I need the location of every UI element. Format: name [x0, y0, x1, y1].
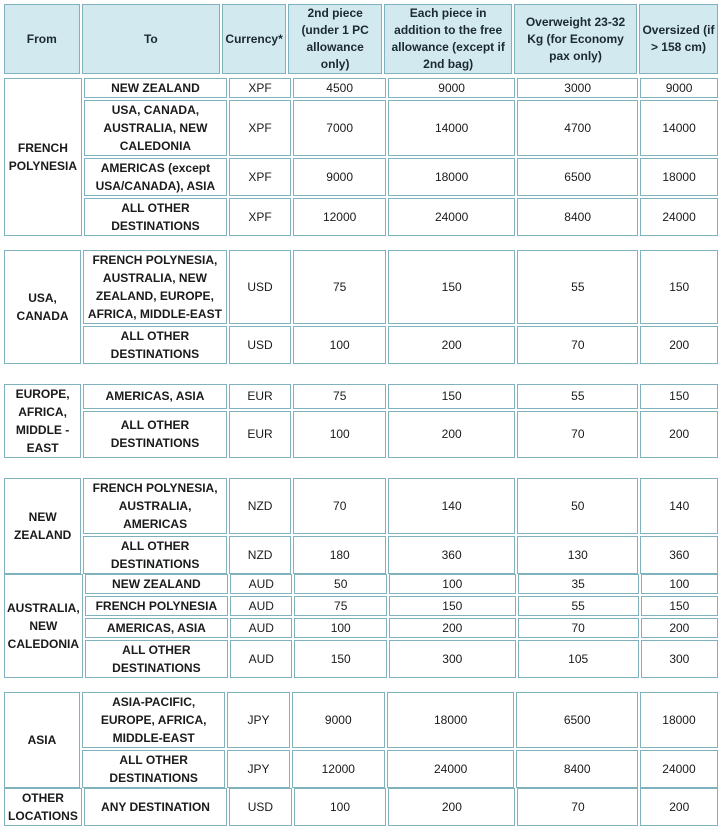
fee-group-table	[2, 690, 720, 790]
overweight-fee: 55	[517, 384, 638, 409]
currency: USD	[229, 788, 291, 826]
destination: FRENCH POLYNESIA	[85, 596, 228, 616]
additional-piece-fee: 300	[389, 640, 516, 678]
from-region: FRENCH POLYNESIA	[4, 78, 82, 236]
second-piece-fee: 180	[293, 536, 386, 574]
additional-piece-fee: 18000	[387, 692, 515, 748]
oversized-fee: 18000	[640, 692, 718, 748]
table-row	[4, 640, 718, 678]
oversized-fee: 9000	[640, 78, 718, 98]
destination: ALL OTHER DESTINATIONS	[84, 198, 227, 236]
currency: USD	[229, 326, 292, 364]
currency: EUR	[229, 411, 292, 458]
overweight-fee: 70	[518, 618, 639, 638]
destination: AMERICAS (except USA/CANADA), ASIA	[84, 158, 227, 196]
from-region: NEW ZEALAND	[4, 478, 81, 574]
oversized-fee: 18000	[640, 158, 718, 196]
table-row	[4, 100, 718, 156]
from-region: ASIA	[4, 692, 80, 788]
second-piece-fee: 9000	[292, 692, 385, 748]
additional-piece-fee: 100	[389, 574, 516, 594]
fee-group-table	[2, 76, 720, 238]
destination: USA, CANADA, AUSTRALIA, NEW CALEDONIA	[84, 100, 227, 156]
destination: ANY DESTINATION	[84, 788, 227, 826]
header-overweight: Overweight 23-32 Kg (for Economy pax only)	[514, 4, 637, 74]
overweight-fee: 55	[517, 250, 638, 324]
oversized-fee: 200	[641, 618, 718, 638]
fee-group-table	[2, 572, 720, 680]
table-row	[4, 198, 718, 236]
destination: ALL OTHER DESTINATIONS	[83, 536, 227, 574]
overweight-fee: 3000	[517, 78, 638, 98]
oversized-fee: 150	[640, 250, 718, 324]
overweight-fee: 6500	[517, 158, 638, 196]
from-region: USA, CANADA	[4, 250, 81, 364]
currency: EUR	[229, 384, 292, 409]
oversized-fee: 150	[640, 384, 718, 409]
from-region: OTHER LOCATIONS	[4, 788, 82, 826]
fee-group-table	[2, 476, 720, 576]
overweight-fee: 70	[517, 326, 638, 364]
destination: ALL OTHER DESTINATIONS	[83, 326, 227, 364]
additional-piece-fee: 200	[388, 411, 515, 458]
oversized-fee: 24000	[640, 750, 718, 788]
overweight-fee: 130	[517, 536, 638, 574]
currency: AUD	[230, 574, 292, 594]
header-to: To	[82, 4, 221, 74]
additional-piece-fee: 200	[388, 788, 515, 826]
currency: JPY	[227, 692, 289, 748]
destination: AMERICAS, ASIA	[85, 618, 228, 638]
second-piece-fee: 7000	[293, 100, 386, 156]
overweight-fee: 55	[518, 596, 639, 616]
fee-group-table	[2, 382, 720, 460]
additional-piece-fee: 150	[388, 384, 515, 409]
second-piece-fee: 50	[294, 574, 387, 594]
destination: NEW ZEALAND	[84, 78, 227, 98]
second-piece-fee: 100	[294, 618, 387, 638]
oversized-fee: 300	[641, 640, 718, 678]
destination: FRENCH POLYNESIA, AUSTRALIA, NEW ZEALAND, EUROPE, AFRICA, MIDDLE-EAST	[83, 250, 227, 324]
overweight-fee: 105	[518, 640, 639, 678]
oversized-fee: 200	[640, 411, 718, 458]
additional-piece-fee: 24000	[387, 750, 515, 788]
additional-piece-fee: 150	[388, 250, 515, 324]
currency: JPY	[227, 750, 289, 788]
currency: XPF	[229, 100, 291, 156]
from-region: AUSTRALIA, NEW CALEDONIA	[4, 574, 83, 678]
second-piece-fee: 70	[293, 478, 386, 534]
destination: NEW ZEALAND	[85, 574, 228, 594]
header-second-piece: 2nd piece (under 1 PC allowance only)	[288, 4, 382, 74]
table-row	[4, 326, 718, 364]
second-piece-fee: 12000	[293, 198, 386, 236]
oversized-fee: 200	[640, 788, 718, 826]
additional-piece-fee: 200	[388, 326, 515, 364]
destination: ASIA-PACIFIC, EUROPE, AFRICA, MIDDLE-EAST	[82, 692, 226, 748]
fee-group-table	[2, 786, 720, 828]
overweight-fee: 50	[517, 478, 638, 534]
currency: XPF	[229, 198, 291, 236]
table-row	[4, 250, 718, 324]
additional-piece-fee: 24000	[388, 198, 515, 236]
second-piece-fee: 75	[294, 596, 387, 616]
second-piece-fee: 150	[294, 640, 387, 678]
header-oversized: Oversized (if > 158 cm)	[639, 4, 718, 74]
second-piece-fee: 4500	[293, 78, 386, 98]
currency: AUD	[230, 640, 292, 678]
oversized-fee: 200	[640, 326, 718, 364]
additional-piece-fee: 360	[388, 536, 515, 574]
table-row	[4, 788, 718, 826]
additional-piece-fee: 150	[389, 596, 516, 616]
header-each-piece: Each piece in addition to the free allowance (except if 2nd bag)	[384, 4, 512, 74]
additional-piece-fee: 9000	[388, 78, 515, 98]
overweight-fee: 35	[518, 574, 639, 594]
fee-group-table	[2, 248, 720, 366]
overweight-fee: 70	[517, 788, 638, 826]
table-row	[4, 78, 718, 98]
oversized-fee: 14000	[640, 100, 718, 156]
currency: NZD	[229, 478, 291, 534]
overweight-fee: 70	[517, 411, 638, 458]
table-row	[4, 384, 718, 409]
table-row	[4, 596, 718, 616]
table-row	[4, 692, 718, 748]
oversized-fee: 140	[640, 478, 718, 534]
table-row	[4, 618, 718, 638]
table-row	[4, 158, 718, 196]
destination: ALL OTHER DESTINATIONS	[85, 640, 228, 678]
additional-piece-fee: 140	[388, 478, 515, 534]
overweight-fee: 6500	[516, 692, 637, 748]
oversized-fee: 100	[641, 574, 718, 594]
currency: AUD	[230, 596, 292, 616]
header-table	[2, 2, 720, 76]
table-row	[4, 750, 718, 788]
overweight-fee: 8400	[517, 198, 638, 236]
from-region: EUROPE, AFRICA, MIDDLE -EAST	[4, 384, 81, 458]
table-row	[4, 536, 718, 574]
additional-piece-fee: 18000	[388, 158, 515, 196]
second-piece-fee: 100	[294, 788, 387, 826]
additional-piece-fee: 200	[389, 618, 516, 638]
oversized-fee: 24000	[640, 198, 718, 236]
currency: USD	[229, 250, 292, 324]
header-from: From	[4, 4, 80, 74]
oversized-fee: 360	[640, 536, 718, 574]
table-row	[4, 574, 718, 594]
second-piece-fee: 100	[293, 326, 386, 364]
second-piece-fee: 9000	[293, 158, 386, 196]
table-row	[4, 411, 718, 458]
overweight-fee: 4700	[517, 100, 638, 156]
currency: XPF	[229, 78, 291, 98]
oversized-fee: 150	[641, 596, 718, 616]
header-row	[4, 4, 718, 74]
destination: AMERICAS, ASIA	[83, 384, 227, 409]
second-piece-fee: 12000	[292, 750, 385, 788]
currency: AUD	[230, 618, 292, 638]
destination: ALL OTHER DESTINATIONS	[82, 750, 226, 788]
second-piece-fee: 100	[293, 411, 386, 458]
additional-piece-fee: 14000	[388, 100, 515, 156]
currency: NZD	[229, 536, 291, 574]
destination: ALL OTHER DESTINATIONS	[83, 411, 227, 458]
currency: XPF	[229, 158, 291, 196]
second-piece-fee: 75	[293, 250, 386, 324]
table-row	[4, 478, 718, 534]
destination: FRENCH POLYNESIA, AUSTRALIA, AMERICAS	[83, 478, 227, 534]
overweight-fee: 8400	[516, 750, 637, 788]
second-piece-fee: 75	[293, 384, 386, 409]
header-currency: Currency*	[222, 4, 286, 74]
